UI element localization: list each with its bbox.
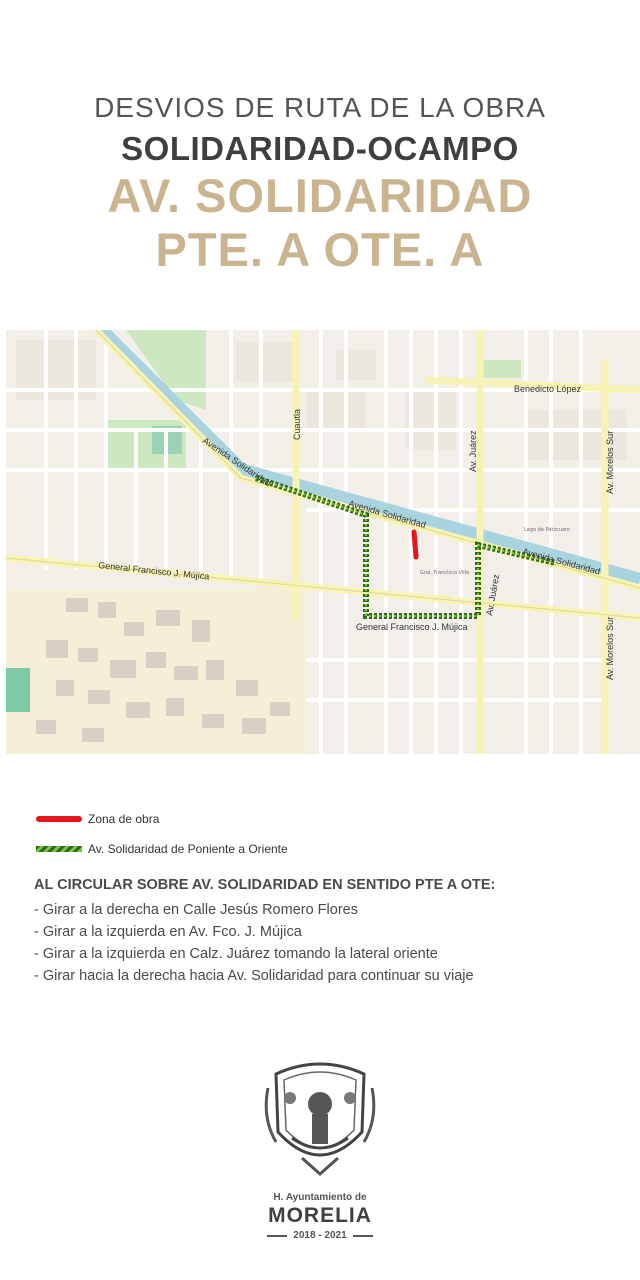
label-av-juarez-s: Av. Juárez [484, 573, 502, 617]
legend-work-zone-label: Zona de obra [88, 812, 160, 826]
instruction-step: - Girar hacia la derecha hacia Av. Solidaridad para continuar su viaje [34, 968, 474, 984]
legend-green-swatch [36, 846, 82, 852]
label-general-mujica-w: General Francisco J. Mújica [97, 560, 210, 582]
legend-red-swatch [36, 816, 82, 822]
instructions-list [34, 899, 634, 987]
label-cuautla: Cuautla [292, 408, 302, 440]
instruction-step: - Girar a la izquierda en Calz. Juárez tomando la lateral oriente [34, 946, 438, 962]
label-av-morelos-s: Av. Morelos Sur [605, 616, 615, 680]
org-years [0, 1230, 640, 1241]
legend-detour-label: Av. Solidaridad de Poniente a Oriente [88, 842, 288, 856]
title-line-1: DESVIOS DE RUTA DE LA OBRA [94, 92, 546, 123]
label-avenida-solidaridad-e: Avenida Solidaridad [521, 546, 602, 577]
legend-work-zone [36, 812, 159, 826]
label-av-juarez-n: Av. Juárez [468, 430, 478, 472]
label-lago-de-patzcuaro: Lago de Pátzcuaro [524, 527, 570, 533]
legend-detour [36, 842, 288, 856]
label-avenida-solidaridad-c: Avenida Solidaridad [347, 498, 428, 530]
coat-of-arms-icon [262, 1058, 378, 1180]
title-line-3: AV. SOLIDARIDAD [107, 169, 533, 222]
title-line-2: SOLIDARIDAD-OCAMPO [121, 130, 519, 167]
instruction-step: - Girar a la izquierda en Av. Fco. J. Mújica [34, 924, 302, 940]
instructions-heading: AL CIRCULAR SOBRE AV. SOLIDARIDAD EN SENTIDO PTE A OTE: [34, 877, 496, 893]
label-general-mujica-c: General Francisco J. Mújica [356, 622, 468, 632]
org-name-big: MORELIA [268, 1204, 372, 1227]
label-av-morelos-n: Av. Morelos Sur [605, 430, 615, 494]
park-east [481, 360, 521, 378]
work-zone-marker [414, 532, 416, 557]
label-gral-francisco-villa: Gral. Francisco Villa [420, 570, 470, 576]
org-name-small: H. Ayuntamiento de [273, 1192, 367, 1203]
title-line-4: PTE. A OTE. A [155, 223, 485, 276]
org-years-text: 2018 - 2021 [293, 1230, 347, 1241]
instruction-step: - Girar a la derecha en Calle Jesús Romero Flores [34, 902, 358, 918]
label-avenida-solidaridad-w: Avenida Solidaridad [200, 435, 273, 489]
sports-field [6, 668, 30, 712]
label-benedicto-lopez: Benedicto López [514, 384, 582, 394]
route-map[interactable] [6, 330, 640, 754]
